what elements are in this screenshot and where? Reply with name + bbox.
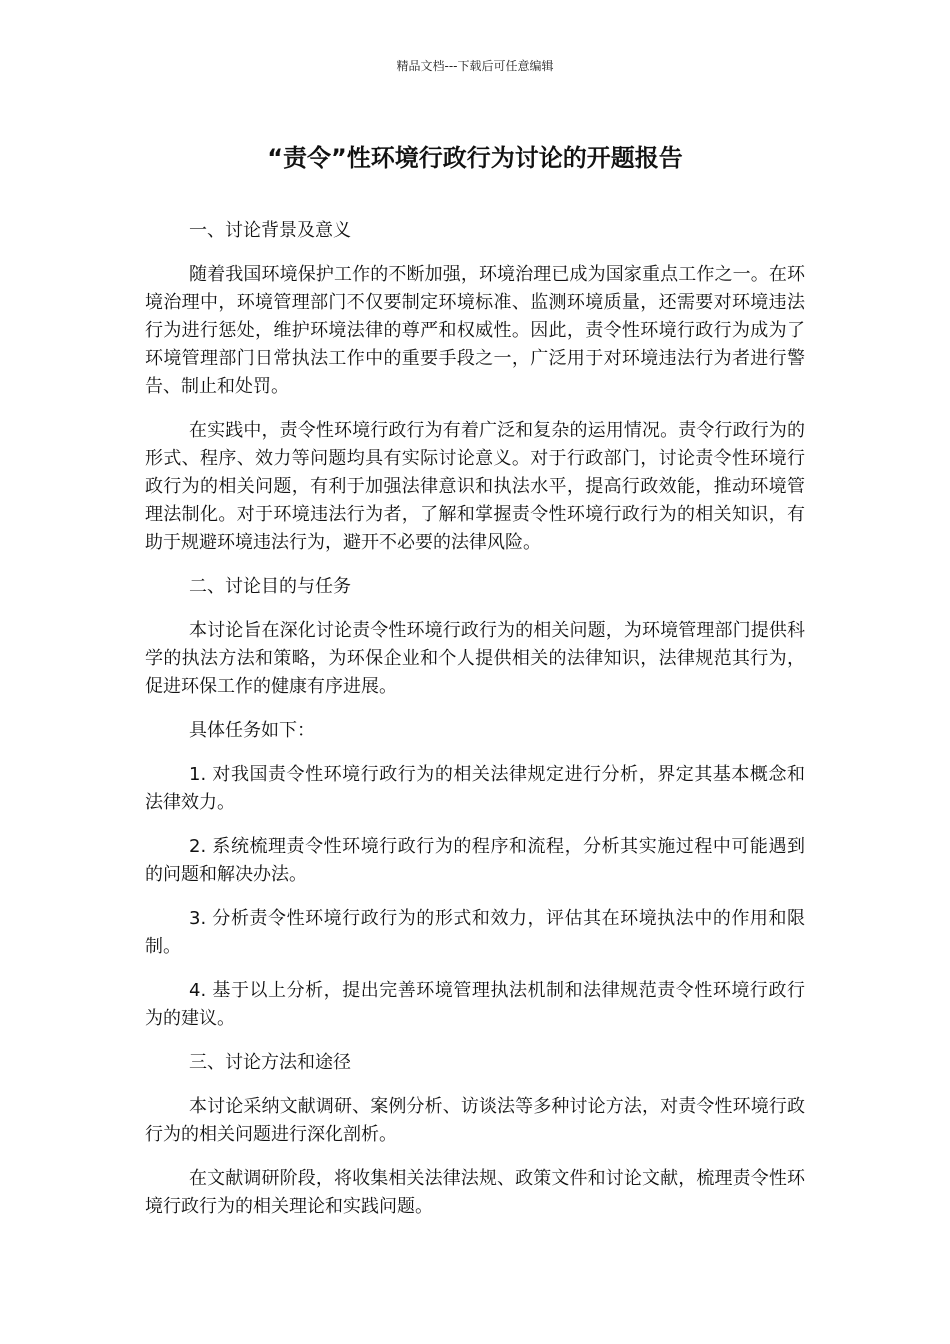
paragraph-background-2: 在实践中，责令性环境行政行为有着广泛和复杂的运用情况。责令行政行为的形式、程序、效力等问题均具有实际讨论意义。对于行政部门，讨论责令性环境行政行为的相关问题，有利于加强法律意识和执法水平，提高行政效能，推动环境管理法制化。对于环境违法行为者，了解和掌握责令性环境行政行为的相关知识，有助于规避环境违法行为，避开不必要的法律风险。 [145,420,805,553]
document-title: “责令”性环境行政行为讨论的开题报告 [267,144,683,172]
section-heading-methods: 三、讨论方法和途径 [189,1052,351,1073]
paragraph-methods-2: 在文献调研阶段，将收集相关法律法规、政策文件和讨论文献，梳理责令性环境行政行为的相关理论和实践问题。 [145,1168,805,1217]
paragraph-goals: 本讨论旨在深化讨论责令性环境行政行为的相关问题，为环境管理部门提供科学的执法方法和策略，为环保企业和个人提供相关的法律知识，法律规范其行为，促进环保工作的健康有序进展。 [145,620,805,697]
task-item-4: 4. 基于以上分析，提出完善环境管理执法机制和法律规范责令性环境行政行为的建议。 [145,980,805,1029]
task-item-2: 2. 系统梳理责令性环境行政行为的程序和流程，分析其实施过程中可能遇到的问题和解决办法。 [145,836,805,885]
section-heading-background: 一、讨论背景及意义 [189,220,351,241]
document-body [145,217,805,1237]
paragraph-tasks-intro: 具体任务如下： [189,720,315,741]
page-header-note: 精品文档---下载后可任意编辑 [396,59,554,73]
paragraph-background-1: 随着我国环境保护工作的不断加强，环境治理已成为国家重点工作之一。在环境治理中，环境管理部门不仅要制定环境标准、监测环境质量，还需要对环境违法行为进行惩处，维护环境法律的尊严和权威性。因此，责令性环境行政行为成为了环境管理部门日常执法工作中的重要手段之一，广泛用于对环境违法行为者进行警告、制止和处罚。 [145,264,805,397]
task-item-1: 1. 对我国责令性环境行政行为的相关法律规定进行分析，界定其基本概念和法律效力。 [145,764,805,813]
paragraph-methods-1: 本讨论采纳文献调研、案例分析、访谈法等多种讨论方法，对责令性环境行政行为的相关问题进行深化剖析。 [145,1096,805,1145]
task-item-3: 3. 分析责令性环境行政行为的形式和效力，评估其在环境执法中的作用和限制。 [145,908,805,957]
section-heading-goals: 二、讨论目的与任务 [189,576,351,597]
